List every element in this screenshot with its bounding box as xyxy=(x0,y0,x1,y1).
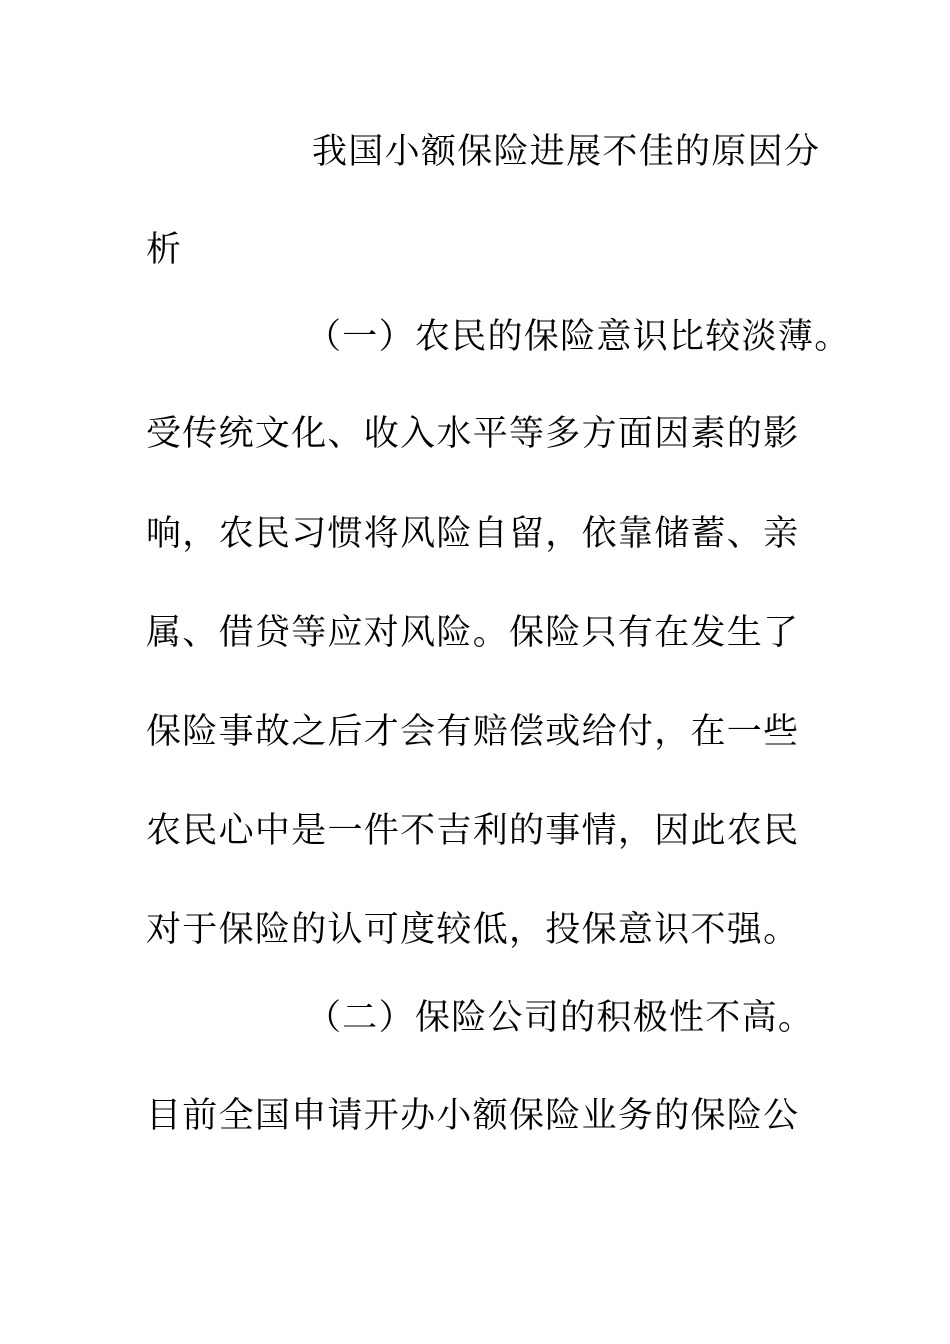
section-1-line-3: 属、借贷等应对风险。保险只有在发生了 xyxy=(146,613,800,653)
title-line-1: 我国小额保险进展不佳的原因分 xyxy=(312,132,821,172)
section-1-line-1: 受传统文化、收入水平等多方面因素的影 xyxy=(146,414,800,454)
section-1-heading: （一）农民的保险意识比较淡薄。 xyxy=(306,317,851,357)
section-1-line-4: 保险事故之后才会有赔偿或给付，在一些 xyxy=(146,712,800,752)
section-2-heading: （二）保险公司的积极性不高。 xyxy=(306,998,815,1038)
section-1-line-5: 农民心中是一件不吉利的事情，因此农民 xyxy=(146,811,800,851)
section-1-line-6: 对于保险的认可度较低，投保意识不强。 xyxy=(146,910,800,950)
section-2-line-1: 目前全国申请开办小额保险业务的保险公 xyxy=(146,1096,800,1136)
section-1-line-2: 响，农民习惯将风险自留，依靠储蓄、亲 xyxy=(146,514,800,554)
title-line-2: 析 xyxy=(146,230,183,270)
